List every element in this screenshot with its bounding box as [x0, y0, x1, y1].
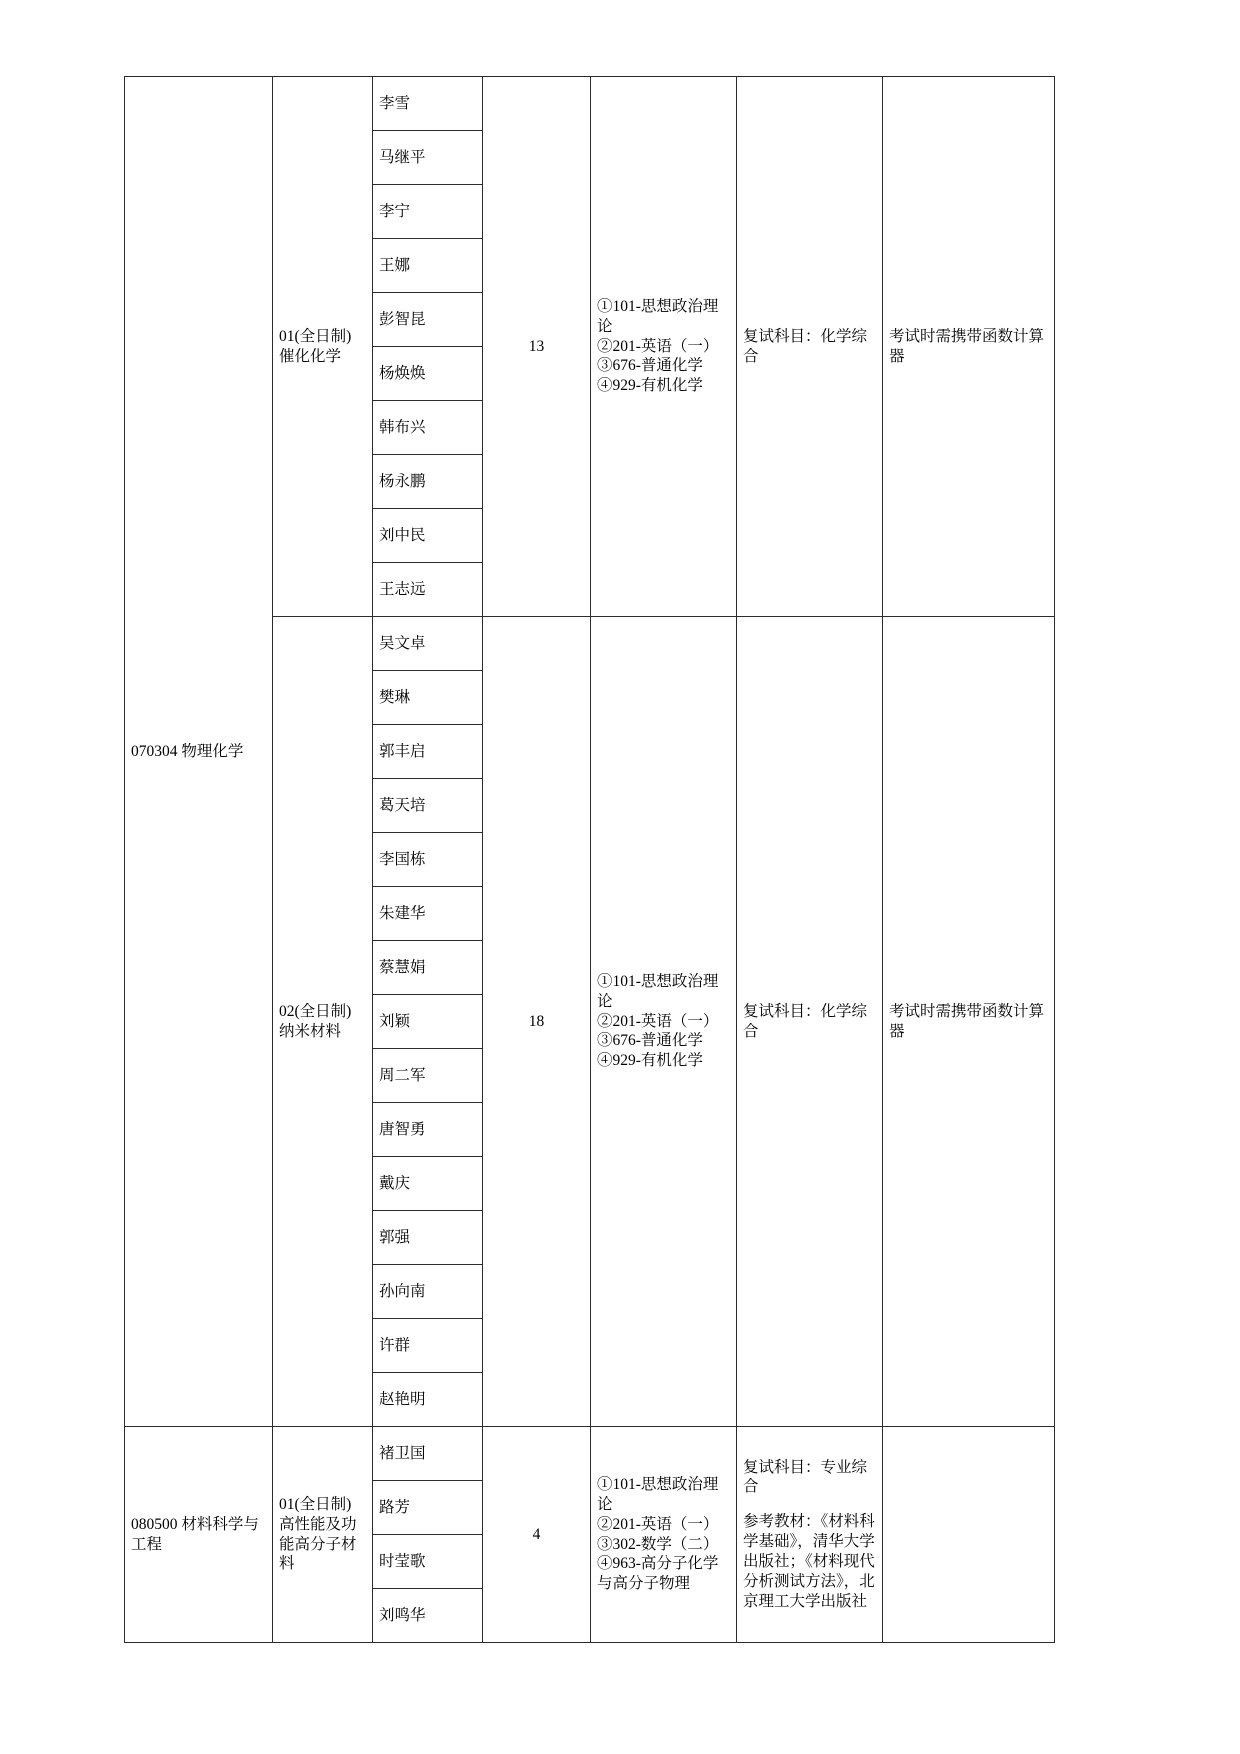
- direction-line-1: 02(全日制)纳米材料: [279, 1002, 352, 1040]
- exam-subject-1: ①101-思想政治理论: [597, 297, 719, 335]
- supervisor-name: 刘颖: [373, 995, 483, 1049]
- exam-subject-2: ②201-英语（一）: [597, 1012, 719, 1030]
- exam-subject-1: ①101-思想政治理论: [597, 972, 719, 1010]
- supervisor-name: 孙向南: [373, 1265, 483, 1319]
- retest-subject-text: 复试科目：化学综合: [743, 327, 868, 365]
- supervisor-name: 戴庆: [373, 1157, 483, 1211]
- supervisor-name: 刘中民: [373, 509, 483, 563]
- supervisor-name: 赵艳明: [373, 1373, 483, 1427]
- direction-label: [273, 77, 373, 617]
- remark: 考试时需携带函数计算器: [883, 77, 1055, 617]
- supervisor-name: 王志远: [373, 563, 483, 617]
- direction-line-1: 01(全日制)催化化学: [279, 327, 352, 365]
- enrollment-count: 18: [483, 617, 591, 1427]
- retest-subject: [737, 1427, 883, 1643]
- supervisor-name: 韩布兴: [373, 401, 483, 455]
- table-row: [125, 77, 1055, 131]
- supervisor-name: 路芳: [373, 1481, 483, 1535]
- admissions-table-body: [125, 77, 1055, 1643]
- supervisor-name: 朱建华: [373, 887, 483, 941]
- direction-line-1: 01(全日制)高性能及功能高分子材料: [279, 1495, 357, 1573]
- supervisor-name: 马继平: [373, 131, 483, 185]
- retest-reference-text: 参考教材：《材料科学基础》，清华大学出版社；《材料现代分析测试方法》，北京理工大学出版社: [743, 1513, 875, 1610]
- exam-subject-4: ④929-有机化学: [597, 377, 703, 395]
- exam-subject-1: ①101-思想政治理论: [597, 1476, 719, 1513]
- exam-subject-4: ④929-有机化学: [597, 1052, 703, 1070]
- supervisor-name: 李雪: [373, 77, 483, 131]
- enrollment-count: 13: [483, 77, 591, 617]
- exam-subject-2: ②201-英语（一）: [597, 337, 719, 355]
- supervisor-name: 许群: [373, 1319, 483, 1373]
- exam-subject-2: ②201-英语（一）: [597, 1515, 719, 1533]
- supervisor-name: 郭强: [373, 1211, 483, 1265]
- direction-label: [273, 1427, 373, 1643]
- supervisor-name: 褚卫国: [373, 1427, 483, 1481]
- supervisor-name: 樊琳: [373, 671, 483, 725]
- exam-subjects: [591, 77, 737, 617]
- supervisor-name: 蔡慧娟: [373, 941, 483, 995]
- supervisor-name: 吴文卓: [373, 617, 483, 671]
- exam-subjects: [591, 1427, 737, 1643]
- exam-subject-3: ③302-数学（二）: [597, 1535, 719, 1553]
- supervisor-name: 郭丰启: [373, 725, 483, 779]
- supervisor-name: 时莹歌: [373, 1535, 483, 1589]
- remark: [883, 1427, 1055, 1643]
- major-code-name: 080500 材料科学与工程: [125, 1427, 273, 1643]
- retest-subject-text: 复试科目：化学综合: [743, 1002, 868, 1040]
- retest-subject: [737, 617, 883, 1427]
- retest-subject-text: 复试科目：专业综合: [743, 1458, 868, 1496]
- supervisor-name: 王娜: [373, 239, 483, 293]
- supervisor-name: 彭智昆: [373, 293, 483, 347]
- supervisor-name: 葛天培: [373, 779, 483, 833]
- exam-subject-3: ③676-普通化学: [597, 357, 703, 375]
- retest-subject: [737, 77, 883, 617]
- exam-subject-4: ④963-高分子化学与高分子物理: [597, 1555, 719, 1593]
- table-row: [125, 1427, 1055, 1481]
- major-code-name: 070304 物理化学: [125, 77, 273, 1427]
- enrollment-count: 4: [483, 1427, 591, 1643]
- supervisor-name: 唐智勇: [373, 1103, 483, 1157]
- exam-subject-3: ③676-普通化学: [597, 1032, 703, 1050]
- remark: 考试时需携带函数计算器: [883, 617, 1055, 1427]
- direction-label: [273, 617, 373, 1427]
- supervisor-name: 刘鸣华: [373, 1589, 483, 1643]
- supervisor-name: 周二军: [373, 1049, 483, 1103]
- supervisor-name: 李国栋: [373, 833, 483, 887]
- exam-subjects: [591, 617, 737, 1427]
- supervisor-name: 杨永鹏: [373, 455, 483, 509]
- supervisor-name: 李宁: [373, 185, 483, 239]
- supervisor-name: 杨焕焕: [373, 347, 483, 401]
- admissions-table: [124, 76, 1055, 1643]
